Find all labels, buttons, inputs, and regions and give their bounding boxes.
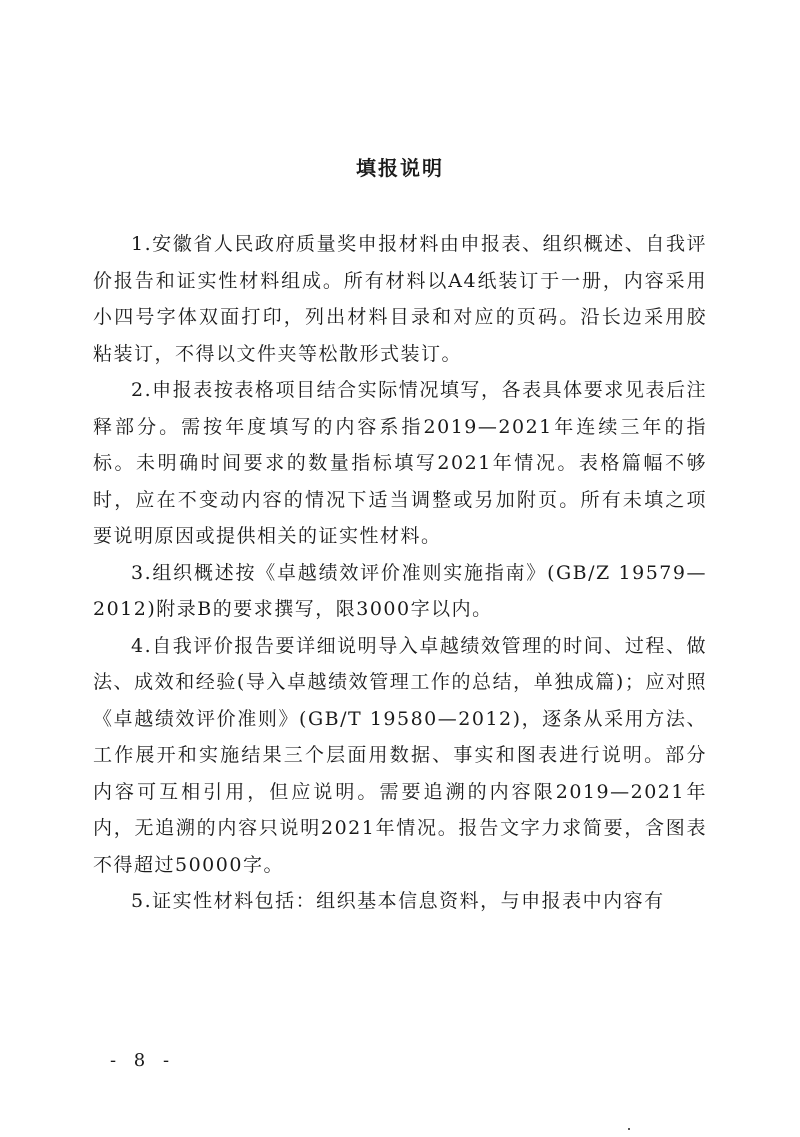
paragraph-2: 2.申报表按表格项目结合实际情况填写，各表具体要求见表后注释部分。需按年度填写的内容系指2019—2021年连续三年的指标。未明确时间要求的数量指标填写2021年情况。表格篇幅不够时，应在不变动内容的情况下适当调整或另加附页。所有未填之项要说明原因或提供相关的证实性材料。: [93, 379, 707, 547]
paragraph-4: 4.自我评价报告要详细说明导入卓越绩效管理的时间、过程、做法、成效和经验(导入卓越绩效管理工作的总结，单独成篇)；应对照《卓越绩效评价准则》(GB/T 19580—2012)，逐条从采用方法、工作展开和实施结果三个层面用数据、事实和图表进行说明。部分内容可互相引用，但应说明。需要追溯的内容限2019—2021年内，无追溯的内容只说明2021年情况。报告文字力求简要，含图表不得超过50000字。: [93, 634, 707, 876]
paragraph-5: 5.证实性材料包括：组织基本信息资料，与申报表中内容有: [131, 890, 665, 912]
document-body: [93, 226, 707, 920]
paragraph-1: 1.安徽省人民政府质量奖申报材料由申报表、组织概述、自我评价报告和证实性材料组成。所有材料以A4纸装订于一册，内容采用小四号字体双面打印，列出材料目录和对应的页码。沿长边采用胶粘装订，不得以文件夹等松散形式装订。: [93, 233, 707, 365]
paragraph-3: 3.组织概述按《卓越绩效评价准则实施指南》(GB/Z 19579—2012)附录B的要求撰写，限3000字以内。: [93, 561, 707, 620]
page-number: - 8 -: [110, 1050, 176, 1071]
document-title: 填报说明: [356, 156, 444, 180]
scan-speck: [628, 1128, 630, 1130]
